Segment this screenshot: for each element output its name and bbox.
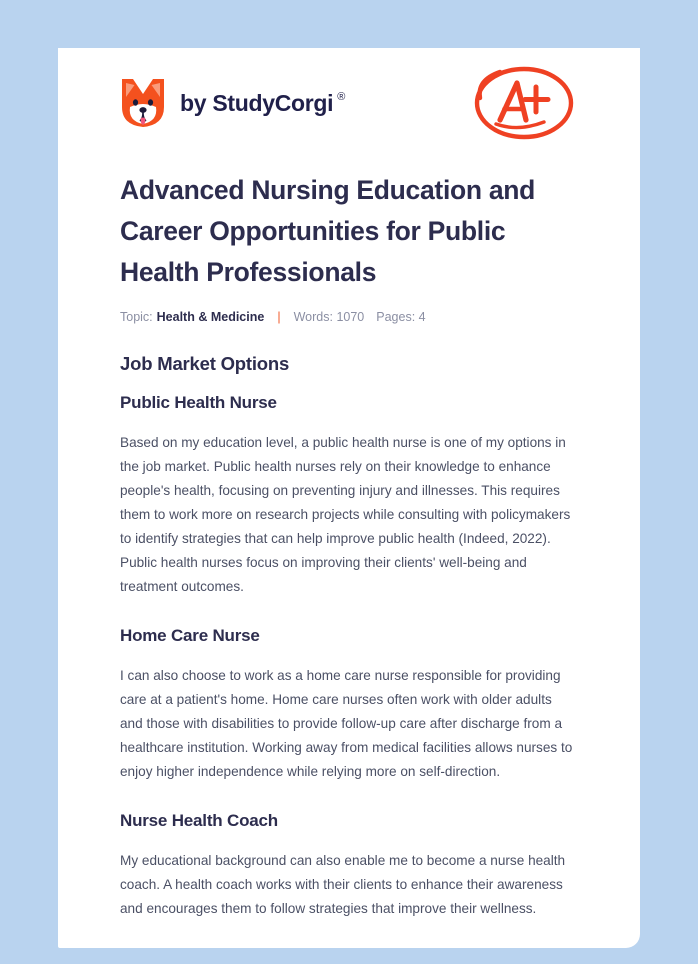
meta-pages-value: 4 — [418, 310, 426, 324]
page-title: Advanced Nursing Education and Career Opportunities for Public Health Professionals — [120, 175, 536, 287]
section-heading-nurse-health-coach: Nurse Health Coach — [120, 811, 278, 830]
meta-separator: | — [277, 310, 281, 324]
section-paragraph-public-health-nurse: Based on my education level, a public health nurse is one of my options in the job market. Public health nurses rely on their knowledge to enhance people's health, focusing on preventing injury and illnesses. This requires them to work more on research projects while consulting with policymakers to identify strategies that can help improve public health (Indeed, 2022). Public health nurses focus on improving their clients' well-being and treatment outcomes. — [120, 435, 571, 594]
section-paragraph-nurse-health-coach: My educational background can also enable me to become a nurse health coach. A health coach works with their clients to enhance their awareness and encourages them to follow strategies that improve their wellness. — [120, 853, 566, 916]
document-meta — [120, 310, 578, 324]
brand-lockup[interactable] — [120, 77, 345, 129]
section-heading-job-market-options: Job Market Options — [120, 353, 290, 374]
document-sheet — [58, 48, 640, 948]
meta-topic-value[interactable]: Health & Medicine — [156, 310, 265, 324]
meta-pages — [376, 310, 425, 324]
meta-pages-label: Pages: — [376, 310, 416, 324]
section-paragraph-home-care-nurse: I can also choose to work as a home care nurse responsible for providing care at a patient's home. Home care nurses often work with older adults and those with disabilities to provide follow-up care after discharge from a healthcare institution. Working away from medical facilities allows nurses to enjoy higher independence while relying more on self-direction. — [120, 668, 573, 779]
section-heading-public-health-nurse: Public Health Nurse — [120, 393, 277, 412]
section-heading-home-care-nurse: Home Care Nurse — [120, 626, 260, 645]
registered-mark-icon: ® — [337, 90, 346, 103]
brand-name-label: by StudyCorgi — [180, 89, 334, 116]
corgi-logo-icon — [120, 77, 166, 129]
a-plus-circled-icon — [470, 62, 578, 144]
meta-words — [294, 310, 365, 324]
meta-words-value: 1070 — [336, 310, 365, 324]
document-header — [120, 48, 578, 148]
brand-text — [180, 90, 345, 117]
meta-words-label: Words: — [293, 310, 333, 324]
meta-topic-label: Topic: — [120, 310, 153, 324]
